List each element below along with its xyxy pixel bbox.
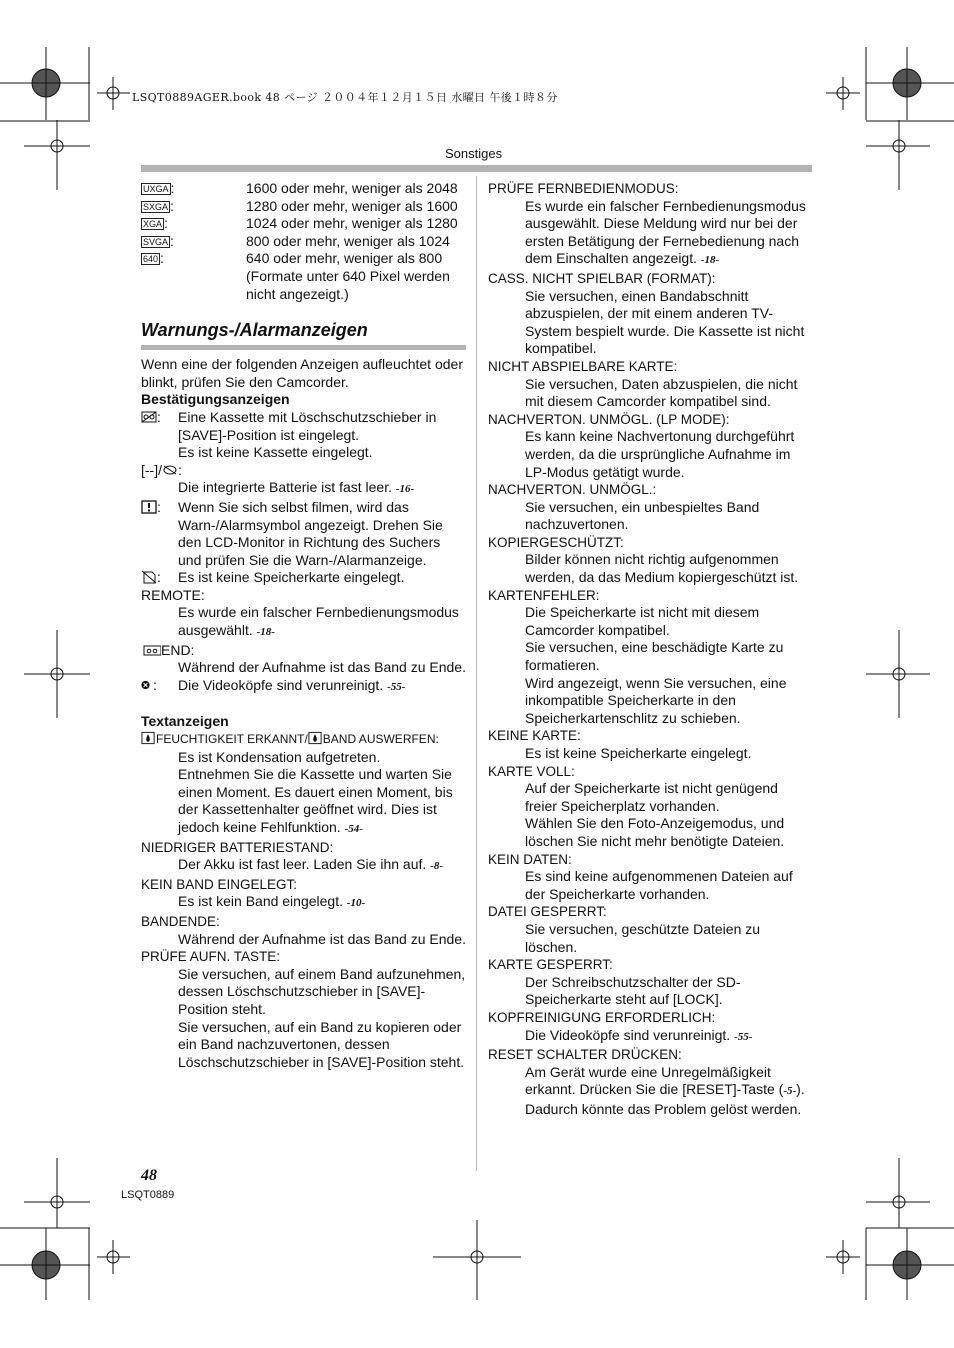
page-reference: -55- bbox=[387, 680, 406, 693]
battery-icon bbox=[162, 463, 178, 477]
warning-icon bbox=[141, 500, 157, 514]
model-code: LSQT0889 bbox=[121, 1189, 175, 1201]
resolution-badge: SXGA bbox=[143, 201, 169, 212]
resolution-row: UXGA : 1600 oder mehr, weniger als 2048 bbox=[141, 180, 466, 198]
resolution-row: SXGA : 1280 oder mehr, weniger als 1600 bbox=[141, 198, 466, 216]
intro-text: Wenn eine der folgenden Anzeigen aufleuchtet oder blinkt, prüfen Sie den Camcorder. bbox=[141, 356, 463, 390]
resolution-row: XGA : 1024 oder mehr, weniger als 1280 bbox=[141, 215, 466, 233]
dirty-head-icon bbox=[141, 678, 153, 692]
resolution-text: 1600 oder mehr, weniger als 2048 bbox=[246, 180, 458, 196]
confirm-item-end: END: Während der Aufnahme ist das Band zu Ende. bbox=[141, 642, 466, 677]
text-item: KEIN DATEN: Es sind keine aufgenommenen Dateien auf der Speicherkarte vorhanden. bbox=[488, 851, 793, 902]
text-item: PRÜFE FERNBEDIENMODUS: Es wurde ein falscher Fernbedienungsmodus ausgewählt. Diese Meldung wird nur bei der ersten Betätigung der Fernebedienung nach dem Einschalten angezeigt. -18- bbox=[488, 181, 806, 267]
text-item: KOPFREINIGUNG ERFORDERLICH: Die Videoköpfe sind verunreinigt. -55- bbox=[488, 1009, 753, 1043]
text-item: BANDENDE: Während der Aufnahme ist das Band zu Ende. bbox=[141, 913, 466, 947]
resolution-badge: UXGA bbox=[143, 184, 169, 194]
text-item: KEIN BAND EINGELEGT: Es ist kein Band eingelegt. -10- bbox=[141, 876, 366, 910]
page-reference: -18- bbox=[256, 626, 275, 639]
confirm-item-warning: : Wenn Sie sich selbst filmen, wird das Warn-/Alarmsymbol angezeigt. Drehen Sie den LCD-Monitor in Richtung des Suchers und prüfen Sie die Warn-/Alarmanzeige. bbox=[141, 499, 466, 569]
section-rule bbox=[141, 345, 466, 350]
page-reference: -55- bbox=[734, 1030, 753, 1043]
crop-info: LSQT0889AGER.book 48 ページ ２００４年１２月１５日 水曜日 午後１時８分 bbox=[132, 91, 558, 104]
resolution-text: 1024 oder mehr, weniger als 1280 bbox=[246, 215, 458, 232]
confirm-item-heads: : Die Videoköpfe sind verunreinigt. -55- bbox=[141, 677, 466, 697]
text-item-card-error: KARTENFEHLER: Die Speicherkarte ist nicht mit diesem Camcorder kompatibel. Sie versuchen, eine beschädigte Karte zu formatieren. Wird angezeigt, wenn Sie versuchen, eine inkompatible Speicherkarte in den Speicherkartenschlitz zu schieben. bbox=[488, 587, 787, 726]
resolution-text: 1280 oder mehr, weniger als 1600 bbox=[246, 197, 458, 214]
resolution-badge: SVGA bbox=[143, 236, 169, 247]
page-reference: -18- bbox=[700, 254, 720, 267]
page-reference: -5- bbox=[783, 1085, 797, 1098]
confirm-heading: Bestätigungsanzeigen bbox=[141, 391, 290, 408]
page-header: Sonstiges bbox=[445, 146, 503, 161]
cassette-icon bbox=[141, 410, 157, 424]
resolution-row: 640 : 640 oder mehr, weniger als 800 (Formate unter 640 Pixel werden nicht angezeigt.) bbox=[141, 250, 466, 303]
resolution-row: SVGA : 800 oder mehr, weniger als 1024 bbox=[141, 233, 466, 251]
confirm-item-card: : Es ist keine Speicherkarte eingelegt. bbox=[141, 569, 466, 587]
page-number: 48 bbox=[141, 1167, 157, 1184]
text-item: NACHVERTON. UNMÖGL.: Sie versuchen, ein unbespieltes Band nachzuvertonen. bbox=[488, 482, 760, 533]
resolution-text: 800 oder mehr, weniger als 1024 bbox=[246, 232, 450, 249]
moisture-icon bbox=[141, 731, 156, 745]
no-card-icon bbox=[141, 570, 157, 584]
text-item: NACHVERTON. UNMÖGL. (LP MODE): Es kann keine Nachvertonung durchgeführt werden, da die ursprüngliche Aufnahme im LP-Modus getätigt wurde. bbox=[488, 411, 795, 480]
text-item: KARTE GESPERRT: Der Schreibschutzschalter der SD-Speicherkarte steht auf [LOCK]. bbox=[488, 957, 741, 1008]
text-heading: Textanzeigen bbox=[141, 713, 229, 730]
text-item: DATEI GESPERRT: Sie versuchen, geschützte Dateien zu löschen. bbox=[488, 904, 761, 955]
resolution-badge: XGA bbox=[143, 219, 163, 230]
page-reference: -8- bbox=[430, 860, 443, 873]
confirm-item-remote: REMOTE: Es wurde ein falscher Fernbedienungsmodus ausgewählt. -18- bbox=[141, 586, 459, 639]
tape-icon bbox=[141, 643, 161, 657]
text-item: NIEDRIGER BATTERIESTAND: Der Akku ist fast leer. Laden Sie ihn auf. -8- bbox=[141, 839, 443, 873]
text-item: CASS. NICHT SPIELBAR (FORMAT): Sie versuchen, einen Bandabschnitt abzuspielen, der mit einem anderen TV-System bespielt wurde. Die Kassette ist nicht kompatibel. bbox=[488, 270, 805, 357]
section-title: Warnungs-/Alarmanzeigen bbox=[141, 320, 368, 341]
right-column bbox=[488, 180, 813, 1118]
confirm-item-battery: [--]/ : Die integrierte Batterie ist fast leer. -16- bbox=[141, 461, 415, 496]
column-divider bbox=[476, 176, 477, 1171]
text-item-record-key: PRÜFE AUFN. TASTE: Sie versuchen, auf einem Band aufzunehmen, dessen Löschschutzschieber in [SAVE]-Position steht. Sie versuchen, auf ein Band zu kopieren oder ein Band nachzuvertonen, dessen Löschschutzschieber in [SAVE]-Position steht. bbox=[141, 949, 466, 1070]
left-column bbox=[141, 180, 466, 1071]
text-item-reset: RESET SCHALTER DRÜCKEN: Am Gerät wurde eine Unregelmäßigkeit erkannt. Drücken Sie die [RESET]-Taste (-5-). Dadurch könnte das Problem gelöst werden. bbox=[488, 1047, 805, 1117]
confirm-item-cassette: : Eine Kassette mit Löschschutzschieber in [SAVE]-Position ist eingelegt. Es ist keine Kassette eingelegt. bbox=[141, 409, 466, 462]
moisture-icon bbox=[308, 731, 323, 745]
text-item: KOPIERGESCHÜTZT: Bilder können nicht richtig aufgenommen werden, da das Medium kopiergeschützt ist. bbox=[488, 534, 799, 586]
page-reference: -54- bbox=[344, 823, 363, 835]
text-item-card-full: KARTE VOLL: Auf der Speicherkarte ist nicht genügend freier Speicherplatz vorhanden. Wählen Sie den Foto-Anzeigemodus, und löschen Sie nicht mehr benötigte Dateien. bbox=[488, 763, 785, 849]
resolution-badge: 640 bbox=[143, 254, 159, 265]
page-reference: -16- bbox=[395, 483, 415, 496]
resolution-text: 640 oder mehr, weniger als 800 (Formate unter 640 Pixel werden nicht angezeigt.) bbox=[246, 250, 450, 302]
text-item-moisture: FEUCHTIGKEIT ERKANNT/ BAND AUSWERFEN: Es ist Kondensation aufgetreten. Entnehmen Sie die Kassette und warten Sie einen Moment. Es dauert einen Moment, bis der Kassettenhalter geöffnet wird. Dies ist jedoch keine Fehlfunktion. -54- bbox=[141, 731, 466, 839]
text-item: NICHT ABSPIELBARE KARTE: Sie versuchen, Daten abzuspielen, die nicht mit diesem Camcorder kompatibel sind. bbox=[488, 358, 798, 410]
header-rule bbox=[141, 165, 812, 172]
text-item-no-card: KEINE KARTE: Es ist keine Speicherkarte eingelegt. bbox=[488, 728, 752, 761]
page-reference: -10- bbox=[346, 897, 366, 910]
